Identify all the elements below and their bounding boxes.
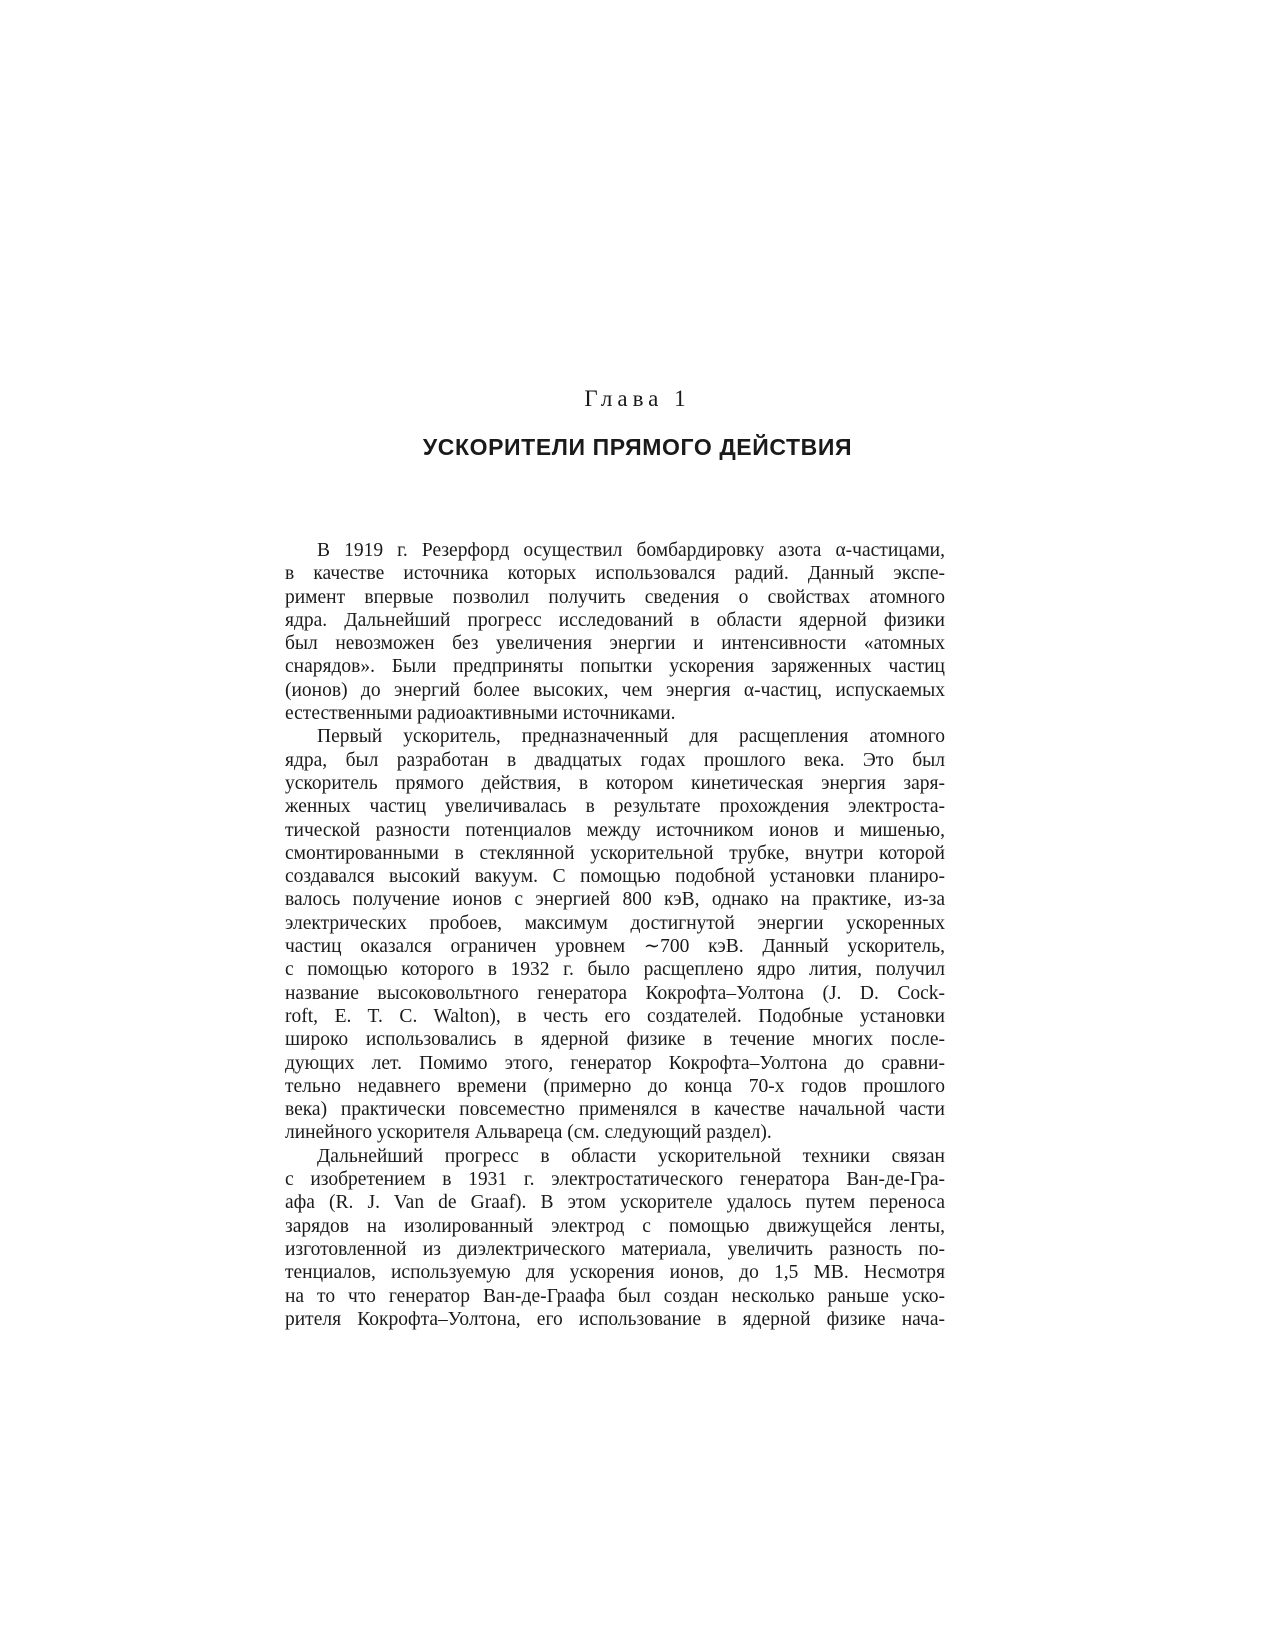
text-line: смонтированными в стеклянной ускорительной трубке, внутри которой — [285, 842, 945, 864]
text-line: Первый ускоритель, предназначенный для расщепления атомного — [317, 726, 945, 748]
text-line: название высоковольтного генератора Кокрофта–Уолтона (J. D. Cock- — [285, 982, 945, 1004]
text-line: линейного ускорителя Альвареца (см. следующий раздел). — [285, 1122, 772, 1144]
paragraph — [285, 1145, 945, 1331]
text-line: дующих лет. Помимо этого, генератор Кокрофта–Уолтона до сравни- — [285, 1052, 945, 1074]
text-line: снарядов». Были предприняты попытки ускорения заряженных частиц — [285, 656, 945, 678]
text-line: ядра. Дальнейший прогресс исследований в области ядерной физики — [285, 609, 945, 631]
body-text — [285, 539, 945, 1331]
text-line: зарядов на изолированный электрод с помощью движущейся ленты, — [285, 1215, 945, 1237]
text-line: В 1919 г. Резерфорд осуществил бомбардировку азота α-частицами, — [317, 540, 945, 561]
text-line: ядра, был разработан в двадцатых годах прошлого века. Это был — [285, 749, 945, 771]
text-line: с помощью которого в 1932 г. было расщеплено ядро лития, получил — [285, 959, 945, 981]
text-line: Дальнейший прогресс в области ускорительной техники связан — [317, 1145, 945, 1167]
text-line: roft, E. T. C. Walton), в честь его создателей. Подобные установки — [285, 1005, 945, 1027]
text-line: афа (R. J. Van de Graaf). В этом ускорителе удалось путем переноса — [285, 1192, 945, 1214]
text-line: римент впервые позволил получить сведения о свойствах атомного — [285, 586, 945, 608]
text-line: (ионов) до энергий более высоких, чем энергия α-частиц, испускаемых — [285, 679, 945, 701]
text-line: на то что генератор Ван-де-Граафа был создан несколько раньше уско- — [285, 1285, 945, 1307]
text-line: изготовленной из диэлектрического материала, увеличить разность по- — [285, 1238, 945, 1260]
text-line: естественными радиоактивными источниками. — [285, 703, 676, 725]
chapter-label: Глава 1 — [584, 386, 691, 411]
paragraph — [285, 539, 945, 725]
text-line: рителя Кокрофта–Уолтона, его использование в ядерной физике нача- — [285, 1308, 945, 1330]
text-line: тической разности потенциалов между источником ионов и мишенью, — [285, 819, 945, 841]
text-line: электрических пробоев, максимум достигнутой энергии ускоренных — [285, 912, 945, 934]
text-line: века) практически повсеместно применялся в качестве начальной части — [285, 1099, 945, 1121]
text-line: частиц оказался ограничен уровнем ∼700 кэВ. Данный ускоритель, — [285, 936, 945, 958]
text-line: женных частиц увеличивалась в результате прохождения электроста- — [285, 796, 945, 818]
text-line: тенциалов, используемую для ускорения ионов, до 1,5 МВ. Несмотря — [285, 1262, 945, 1284]
text-line: в качестве источника которых использовался радий. Данный экспе- — [285, 563, 945, 585]
paragraph — [285, 725, 945, 1144]
text-line: создавался высокий вакуум. С помощью подобной установки планиро- — [285, 866, 945, 888]
text-line: ускоритель прямого действия, в котором кинетическая энергия заря- — [285, 772, 945, 794]
text-line: валось получение ионов с энергией 800 кэВ, однако на практике, из-за — [285, 889, 945, 911]
text-line: широко использовались в ядерной физике в течение многих после- — [285, 1029, 945, 1051]
text-line: был невозможен без увеличения энергии и интенсивности «атомных — [285, 633, 945, 655]
text-line: с изобретением в 1931 г. электростатического генератора Ван-де-Гра- — [285, 1169, 945, 1191]
text-line: тельно недавнего времени (примерно до конца 70-х годов прошлого — [285, 1075, 945, 1097]
chapter-title: УСКОРИТЕЛИ ПРЯМОГО ДЕЙСТВИЯ — [422, 434, 853, 460]
